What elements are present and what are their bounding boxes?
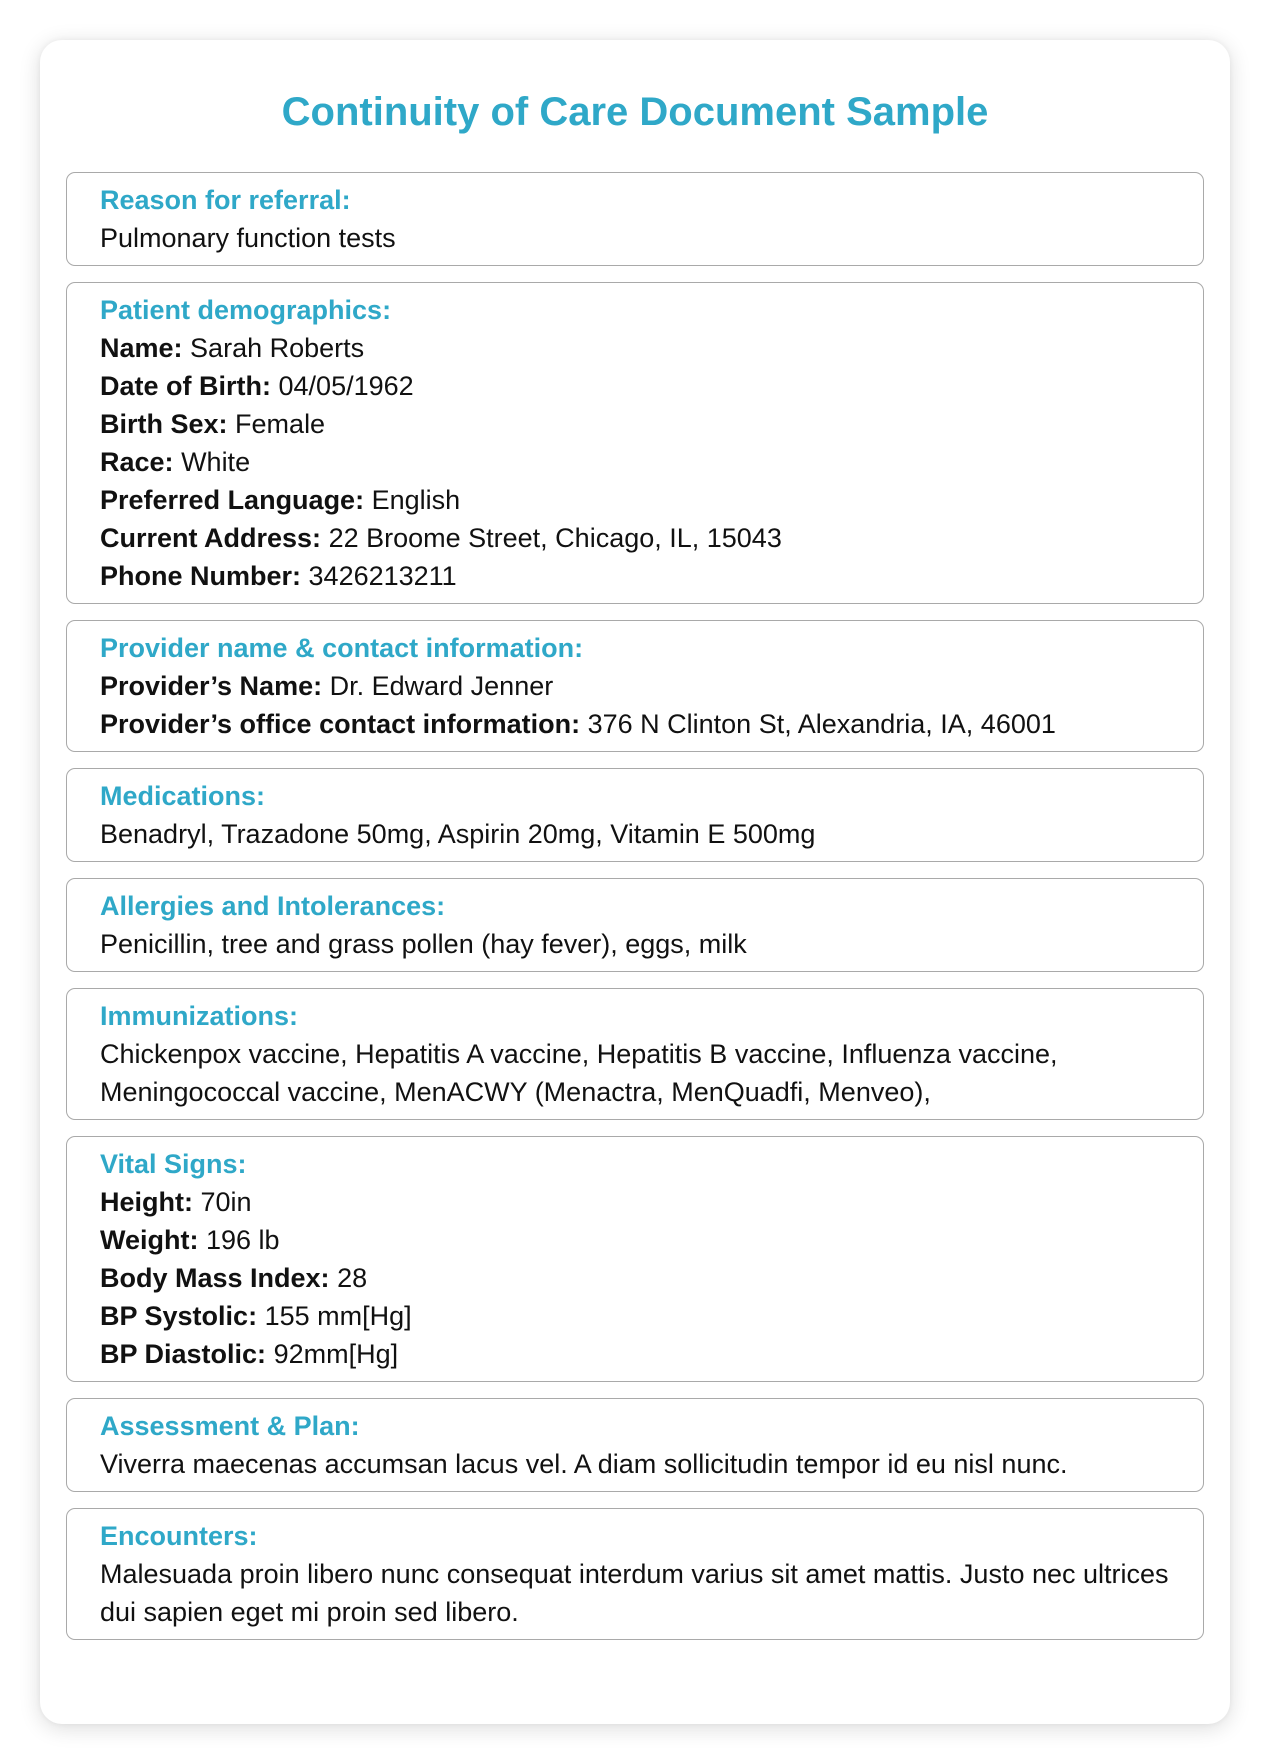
field-label: Phone Number:: [100, 561, 302, 591]
field-value: 22 Broome Street, Chicago, IL, 15043: [328, 523, 782, 553]
section-encounters: [66, 1508, 1204, 1640]
field-value: White: [181, 447, 251, 477]
field-provider-office-contact: [100, 705, 1170, 743]
section-heading: Vital Signs:: [100, 1149, 247, 1179]
field-label: Body Mass Index:: [100, 1263, 330, 1293]
field-value: 3426213211: [308, 561, 457, 591]
field-label: Provider’s office contact information:: [100, 709, 581, 739]
field-weight: [100, 1221, 1170, 1259]
section-provider: [66, 620, 1204, 752]
section-body: Pulmonary function tests: [100, 223, 396, 253]
field-value: 92mm[Hg]: [273, 1339, 399, 1369]
field-label: Race:: [100, 447, 174, 477]
field-value: 376 N Clinton St, Alexandria, IA, 46001: [587, 709, 1056, 739]
section-body: Malesuada proin libero nunc consequat interdum varius sit amet mattis. Justo nec ultrices dui sapien eget mi proin sed libero.: [100, 1559, 1169, 1627]
section-heading: Medications:: [100, 781, 266, 811]
section-allergies: [66, 878, 1204, 972]
field-bmi: [100, 1259, 1170, 1297]
section-vital-signs: [66, 1136, 1204, 1382]
field-value: Sarah Roberts: [190, 333, 365, 363]
section-immunizations: [66, 988, 1204, 1120]
section-body: Penicillin, tree and grass pollen (hay fever), eggs, milk: [100, 929, 747, 959]
section-heading: Assessment & Plan:: [100, 1411, 360, 1441]
field-bp-diastolic: [100, 1335, 1170, 1373]
section-referral: [66, 172, 1204, 266]
field-value: 28: [337, 1263, 368, 1293]
section-body: Benadryl, Trazadone 50mg, Aspirin 20mg, Vitamin E 500mg: [100, 819, 816, 849]
field-label: Name:: [100, 333, 183, 363]
field-value: English: [371, 485, 461, 515]
field-provider-name: [100, 667, 1170, 705]
section-heading: Reason for referral:: [100, 185, 351, 215]
field-value: 70in: [200, 1187, 252, 1217]
section-assessment-plan: [66, 1398, 1204, 1492]
field-value: Dr. Edward Jenner: [329, 671, 554, 701]
field-label: Current Address:: [100, 523, 322, 553]
section-body: Chickenpox vaccine, Hepatitis A vaccine, Hepatitis B vaccine, Influenza vaccine, Meningococcal vaccine, MenACWY (Menactra, MenQuadfi, Menveo),: [100, 1039, 1058, 1107]
field-birth-sex: [100, 405, 1170, 443]
document-card: [40, 40, 1230, 1724]
section-medications: [66, 768, 1204, 862]
field-value: 196 lb: [206, 1225, 280, 1255]
section-heading: Patient demographics:: [100, 295, 392, 325]
section-heading: Immunizations:: [100, 1001, 299, 1031]
section-heading: Encounters:: [100, 1521, 258, 1551]
field-phone-number: [100, 557, 1170, 595]
field-label: BP Diastolic:: [100, 1339, 267, 1369]
field-label: Preferred Language:: [100, 485, 365, 515]
section-heading: Provider name & contact information:: [100, 633, 584, 663]
field-height: [100, 1183, 1170, 1221]
field-race: [100, 443, 1170, 481]
section-body: Viverra maecenas accumsan lacus vel. A diam sollicitudin tempor id eu nisl nunc.: [100, 1449, 1068, 1479]
field-current-address: [100, 519, 1170, 557]
field-date-of-birth: [100, 367, 1170, 405]
field-label: BP Systolic:: [100, 1301, 258, 1331]
field-label: Weight:: [100, 1225, 199, 1255]
field-bp-systolic: [100, 1297, 1170, 1335]
document-title: Continuity of Care Document Sample: [281, 90, 989, 134]
field-value: Female: [235, 409, 326, 439]
field-preferred-language: [100, 481, 1170, 519]
field-value: 04/05/1962: [278, 371, 414, 401]
field-label: Birth Sex:: [100, 409, 228, 439]
field-name: [100, 329, 1170, 367]
field-value: 155 mm[Hg]: [264, 1301, 412, 1331]
section-demographics: [66, 282, 1204, 604]
field-label: Date of Birth:: [100, 371, 271, 401]
field-label: Provider’s Name:: [100, 671, 323, 701]
section-heading: Allergies and Intolerances:: [100, 891, 446, 921]
field-label: Height:: [100, 1187, 193, 1217]
